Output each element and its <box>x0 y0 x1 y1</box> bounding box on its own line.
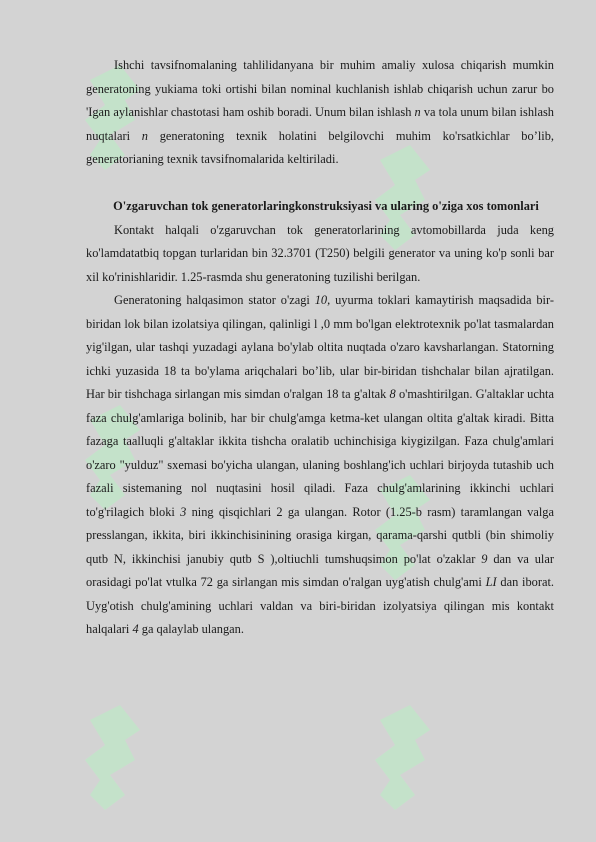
section-heading: O'zgaruvchan tok generatorlaringkonstruksiyasi va ularing o'ziga xos tomonlari <box>113 199 539 213</box>
paragraph-2: Kontakt halqali o'zgaruvchan tok generatorlarining avtomobillarda juda keng ko'lamdatatbiq topgan turlaridan bin 32.3701 (T250) belgili generator va uning ko'p sonli bar xil ko'rinishlaridir. 1.25-rasmda shu generatoning tuzilishi berilgan. <box>86 222 554 284</box>
watermark-logo <box>80 700 150 830</box>
paragraph-1: Ishchi tavsifnomalaning tahlilidanyana bir muhim amaliy xulosa chiqarish mumkin generatoning yukiama toki ortishi bilan nominal kuchlanish ishlab chiqarish uchun zarur bo 'Igan aylanishlar chastotasi ham oshib boradi. Unum bilan ishlash n va tola unum bilan ishlash nuqtalari n generatoning texnik holatini belgilovchi muhim ko'rsatkichlar bo’lib, generatorianing texnik tavsifnomalarida keltiriladi. <box>86 58 554 166</box>
watermark-logo <box>370 700 440 830</box>
paragraph-3: Generatoning halqasimon stator o'zagi 10, uyurma toklari kamaytirish maqsadida bir-biridan lok bilan izolatsiya qilingan, qalinligi l ,0 mm bo'lgan elektrotexnik po'lat tasmalardan yig'ilgan, ular tashqi yuzadagi aylana bo'ylab oltita nuqtada o'zaro kavsharlangan. Statorning ichki yuzasida 18 ta bo'ylama ariqchalari bo’lib, ular bir-biridan tishchalar bilan ajratilgan. Har bir tishchaga sirlangan mis simdan o'ralgan 18 ta g'altak 8 o'mashtirilgan. G'altaklar uchta faza chulg'amlariga bolinib, har bir chulg'amga ketma-ket ulangan oltita g'altak kiradi. Bitta fazaga taalluqli g'altaklar ikkita tishcha oralatib uchinchisiga kiygizilgan. Faza chulg'amlari o'zaro "yulduz" sxemasi bo'yicha ulangan, ulaning boshlang'ich uchlari birjoyda tutashib uch fazali sistemaning nol nuqtasini hosil qiladi. Faza chulg'amlarining ikkinchi uchlari to'g'rilagich bloki 3 ning qisqichlari 2 ga ulangan. Rotor (1.25-b rasm) taramlangan valga presslangan, ikkita, biri ikkinchisinining orasiga kirgan, qarama-qarshi qutbli (bin shimoliy qutb N, ikkinchisi janubiy qutb S ),oltiuchli tumshuqsimon po'lat o'zaklar 9 dan va ular orasidagi po'lat vtulka 72 ga sirlangan mis simdan o'ralgan uyg'atish chulg'ami LI dan iborat. Uyg'otish chulg'amining uchlari valdan va biri-biridan izolyatsiya qilingan mis kontakt halqalari 4 ga qalaylab ulangan. <box>86 293 555 636</box>
document-body <box>86 54 554 642</box>
